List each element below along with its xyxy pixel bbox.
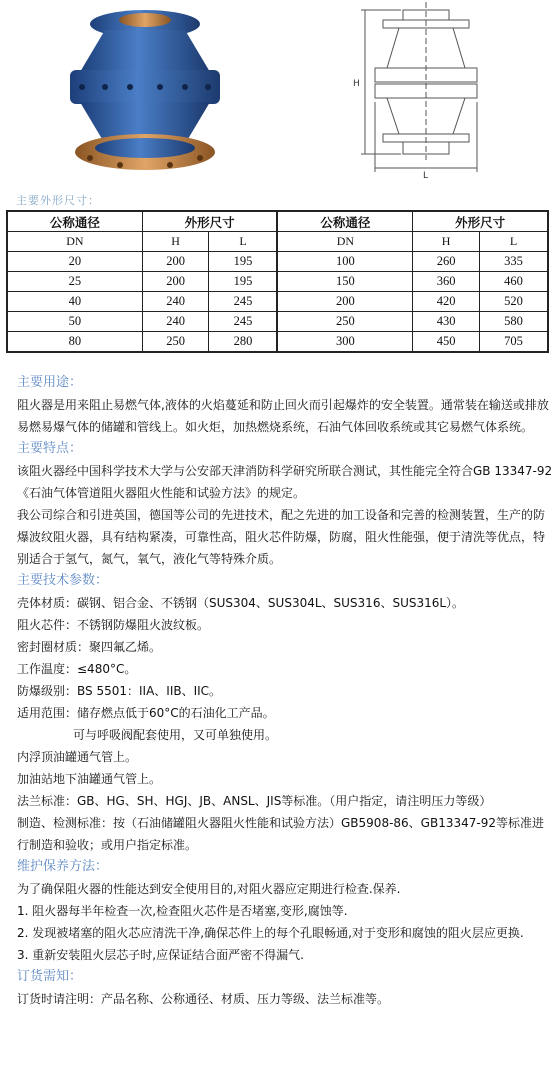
table-row	[7, 292, 548, 312]
maintenance-item: 为了确保阻火器的性能达到安全使用目的,对阻火器应定期进行检查.保养.	[17, 882, 401, 896]
product-images	[0, 0, 557, 192]
params-title: 主要技术参数：	[17, 573, 109, 588]
param-item: 防爆级别：BS 5501：IIA、IIB、IIC。	[17, 684, 222, 698]
cell: 580	[479, 312, 548, 332]
maintenance-item: 1. 阻火器每半年检查一次,检查阻火芯件是否堵塞,变形,腐蚀等.	[17, 904, 348, 918]
header-dn: 公称通径	[7, 211, 142, 232]
dimension-drawing	[335, 2, 505, 180]
table-row	[7, 272, 548, 292]
cell: 40	[7, 292, 142, 312]
cell: 360	[413, 272, 480, 292]
sub-dn-2: DN	[277, 232, 412, 252]
param-item: 阻火芯件：不锈钢防爆阻火波纹板。	[17, 618, 210, 632]
param-item: 可与呼吸阀配套使用，又可单独使用。	[73, 728, 278, 742]
table-subheader-row	[7, 232, 548, 252]
cell: 195	[209, 272, 278, 292]
cell: 80	[7, 332, 142, 353]
features-title: 主要特点：	[17, 441, 83, 456]
cell: 100	[277, 252, 412, 272]
dimensions-table	[6, 210, 549, 353]
param-item: 壳体材质：碳钢、铝合金、不锈钢（SUS304、SUS304L、SUS316、SUS316L）。	[17, 596, 465, 610]
cell: 50	[7, 312, 142, 332]
usage-text: 阻火器是用来阻止易燃气体,液体的火焰蔓延和防止回火而引起爆炸的安全装置。通常装在输送或排放易燃易爆气体的储罐和管线上。如火炬，加热燃烧系统，石油气体回收系统或其它易燃气体系统。	[17, 398, 549, 434]
param-item: 法兰标准：GB、HG、SH、HGJ、JB、ANSL、JIS等标准。（用户指定，请注明压力等级）	[17, 794, 492, 808]
cell: 250	[142, 332, 209, 353]
cell: 200	[142, 272, 209, 292]
cell: 430	[413, 312, 480, 332]
cell: 450	[413, 332, 480, 353]
param-item: 工作温度：≤480°C。	[17, 662, 137, 676]
sub-h-2: H	[413, 232, 480, 252]
sub-dn: DN	[7, 232, 142, 252]
product-description	[17, 372, 555, 1010]
cell: 195	[209, 252, 278, 272]
flame-arrester-photo	[60, 2, 230, 180]
cell: 200	[142, 252, 209, 272]
param-item: 密封圈材质：聚四氟乙烯。	[17, 640, 162, 654]
cell: 20	[7, 252, 142, 272]
cell: 25	[7, 272, 142, 292]
dimensions-caption: 主要外形尺寸：	[16, 194, 100, 207]
cell: 260	[413, 252, 480, 272]
sub-l-2: L	[479, 232, 548, 252]
cell: 240	[142, 292, 209, 312]
sub-l: L	[209, 232, 278, 252]
order-title: 订货需知：	[17, 969, 83, 984]
sub-h: H	[142, 232, 209, 252]
cell: 335	[479, 252, 548, 272]
header-size-2: 外形尺寸	[413, 211, 548, 232]
cell: 240	[142, 312, 209, 332]
maintenance-item: 2. 发现被堵塞的阻火芯应清洗干净,确保芯件上的每个孔眼畅通,对于变形和腐蚀的阻火层应更换.	[17, 926, 524, 940]
table-row	[7, 332, 548, 353]
cell: 200	[277, 292, 412, 312]
h-label: H	[353, 79, 360, 89]
param-item: 加油站地下油罐通气管上。	[17, 772, 162, 786]
order-text: 订货时请注明：产品名称、公称通径、材质、压力等级、法兰标准等。	[17, 992, 390, 1006]
features-text-1: 该阻火器经中国科学技术大学与公安部天津消防科学研究所联合测试，其性能完全符合GB 13347-92《石油气体管道阻火器阻火性能和试验方法》的规定。	[17, 464, 553, 500]
cell: 245	[209, 292, 278, 312]
l-label: L	[423, 171, 429, 180]
header-size: 外形尺寸	[142, 211, 277, 232]
cell: 460	[479, 272, 548, 292]
table-row	[7, 312, 548, 332]
maintenance-title: 维护保养方法：	[17, 859, 109, 874]
cell: 705	[479, 332, 548, 353]
usage-title: 主要用途：	[17, 375, 83, 390]
cell: 150	[277, 272, 412, 292]
features-text-2: 我公司综合和引进英国，德国等公司的先进技术，配之先进的加工设备和完善的检测装置，生产的防爆波纹阻火器，具有结构紧凑，可靠性高，阻火芯件防爆，防腐，阻火性能强，便于清洗等优点，特别适合于氢气，氮气，氧气，液化气等特殊介质。	[17, 508, 546, 566]
cell: 300	[277, 332, 412, 353]
table-row	[7, 252, 548, 272]
table-header-row	[7, 211, 548, 232]
param-item: 适用范围：储存燃点低于60°C的石油化工产品。	[17, 706, 275, 720]
cell: 280	[209, 332, 278, 353]
maintenance-item: 3. 重新安装阻火层芯子时,应保证结合面严密不得漏气.	[17, 948, 304, 962]
header-dn-2: 公称通径	[277, 211, 412, 232]
param-item: 内浮顶油罐通气管上。	[17, 750, 138, 764]
cell: 245	[209, 312, 278, 332]
cell: 420	[413, 292, 480, 312]
cell: 520	[479, 292, 548, 312]
param-item: 制造、检测标准：按（石油储罐阻火器阻火性能和试验方法）GB5908-86、GB13347-92等标准进行制造和验收；或用户指定标准。	[17, 816, 544, 852]
cell: 250	[277, 312, 412, 332]
